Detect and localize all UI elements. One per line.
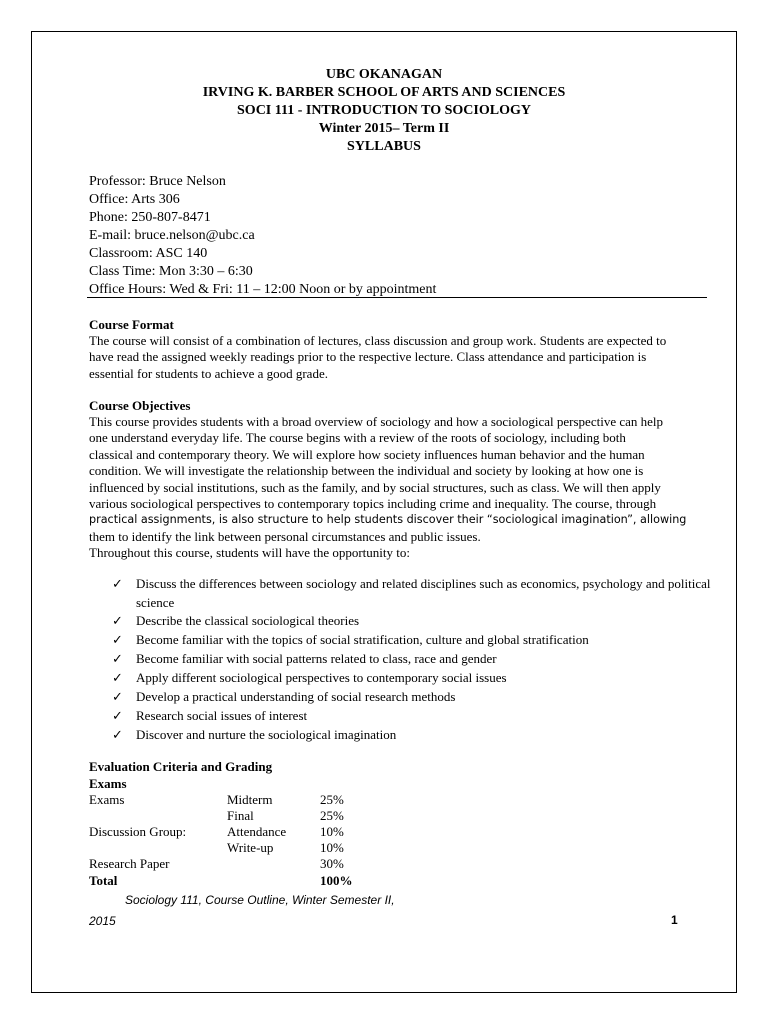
checkmark-icon: ✓: [112, 727, 123, 742]
paragraph-line: condition. We will investigate the relationship between the individual and society by looking at how one is: [89, 463, 644, 479]
objective-item: [112, 575, 712, 612]
document-title: SYLLABUS: [347, 139, 421, 154]
paragraph-line: one understand everyday life. The course begins with a review of the roots of sociology, including both: [89, 430, 626, 446]
course-format-paragraph: [89, 333, 715, 382]
paragraph-line: influenced by social institutions, such as the family, and by social structures, such as class. We will then apply: [89, 479, 661, 495]
page-number: 1: [671, 913, 678, 927]
course-format-heading: Course Format: [89, 317, 174, 332]
paragraph-line: classical and contemporary theory. We will explore how society influences human behavior and the human: [89, 446, 645, 462]
objective-text: Apply different sociological perspectives to contemporary social issues: [136, 670, 507, 685]
course-objectives-paragraph: [89, 414, 715, 562]
header-divider: [87, 297, 707, 298]
university-name: UBC OKANAGAN: [325, 67, 443, 82]
grade-weight: 30%: [320, 856, 344, 871]
paragraph-line: The course will consist of a combination of lectures, class discussion and group work. Students are expected to: [89, 333, 667, 348]
checkmark-icon: ✓: [112, 670, 123, 685]
paragraph-line: them to identify the link between personal circumstances and public issues.: [89, 528, 481, 544]
professor-line: Professor: Bruce Nelson: [89, 174, 226, 189]
checkmark-icon: ✓: [112, 651, 123, 666]
checkmark-icon: ✓: [112, 708, 123, 723]
paragraph-line: Throughout this course, students will have the opportunity to:: [89, 545, 410, 561]
footer-year: 2015: [89, 914, 116, 928]
evaluation-heading: Evaluation Criteria and Grading: [89, 759, 273, 774]
paragraph-line: This course provides students with a broad overview of sociology and how a sociological perspective can help: [89, 414, 664, 429]
class-time-line: Class Time: Mon 3:30 – 6:30: [89, 264, 253, 279]
grade-component: Midterm: [227, 792, 273, 807]
objective-text: Develop a practical understanding of social research methods: [136, 689, 456, 704]
checkmark-icon: ✓: [112, 576, 123, 591]
email-line: E-mail: bruce.nelson@ubc.ca: [89, 228, 255, 243]
grade-weight: 10%: [320, 840, 344, 855]
objective-text: Become familiar with social patterns related to class, race and gender: [136, 651, 497, 666]
classroom-line: Classroom: ASC 140: [89, 246, 208, 261]
paragraph-line: practical assignments, is also structure to help students discover their “sociological imagination”, allowing: [89, 513, 687, 527]
objective-text: Discover and nurture the sociological imagination: [136, 727, 397, 742]
checkmark-icon: ✓: [112, 632, 123, 647]
grade-component: Write-up: [227, 840, 274, 855]
footer-text: Sociology 111, Course Outline, Winter Semester II,: [125, 893, 395, 907]
checkmark-icon: ✓: [112, 613, 123, 628]
school-name: IRVING K. BARBER SCHOOL OF ARTS AND SCIENCES: [202, 85, 566, 100]
term: Winter 2015– Term II: [318, 121, 450, 136]
objective-text: Describe the classical sociological theories: [136, 613, 360, 628]
exams-subheading: Exams: [89, 776, 127, 791]
objective-text: Research social issues of interest: [136, 708, 308, 723]
paragraph-line: have read the assigned weekly readings prior to the respective lecture. Class attendance and participation is: [89, 349, 647, 365]
total-label: Total: [89, 873, 118, 888]
paragraph-line: essential for students to achieve a good grade.: [89, 365, 328, 381]
paragraph-line: various sociological perspectives to contemporary topics including crime and inequality. The course, through: [89, 496, 657, 512]
grade-component: Attendance: [227, 824, 287, 839]
grade-weight: 10%: [320, 824, 344, 839]
course-title: SOCI 111 - INTRODUCTION TO SOCIOLOGY: [237, 103, 531, 118]
grade-item: Exams: [89, 792, 125, 807]
office-hours-line: Office Hours: Wed & Fri: 11 – 12:00 Noon or by appointment: [89, 282, 437, 297]
grade-item: Discussion Group:: [89, 824, 187, 839]
grade-item: Research Paper: [89, 856, 170, 871]
grade-component: Final: [227, 808, 254, 823]
office-line: Office: Arts 306: [89, 192, 180, 207]
objective-text: Become familiar with the topics of social stratification, culture and global stratification: [136, 632, 589, 647]
total-value: 100%: [320, 873, 353, 888]
grade-weight: 25%: [320, 792, 344, 807]
phone-line: Phone: 250-807-8471: [89, 210, 211, 225]
checkmark-icon: ✓: [112, 689, 123, 704]
course-objectives-heading: Course Objectives: [89, 398, 191, 413]
objective-text: Discuss the differences between sociology and related disciplines such as economics, psychology and political science: [136, 576, 711, 610]
grade-weight: 25%: [320, 808, 344, 823]
